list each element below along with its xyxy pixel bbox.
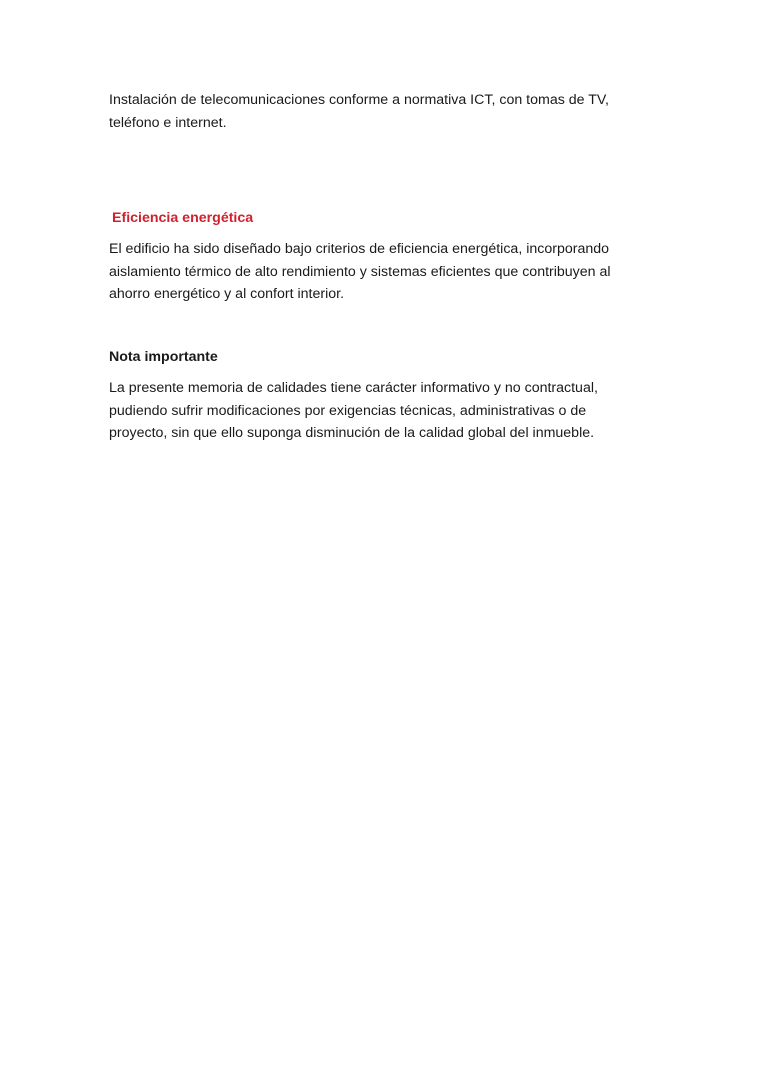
paragraph-line: Instalación de telecomunicaciones conforme a normativa ICT, con tomas de TV,: [109, 92, 609, 108]
paragraph-line: La presente memoria de calidades tiene carácter informativo y no contractual,: [109, 380, 598, 396]
paragraph-line: teléfono e internet.: [109, 114, 227, 131]
paragraph-line: ahorro energético y al confort interior.: [109, 286, 345, 302]
paragraph-line: aislamiento térmico de alto rendimiento y sistemas eficientes que contribuyen al: [109, 263, 611, 280]
telecom-paragraph: [109, 89, 649, 134]
energy-efficiency-heading: Eficiencia energética: [112, 210, 254, 226]
energy-efficiency-paragraph: [109, 238, 649, 306]
important-note-heading: Nota importante: [109, 349, 218, 365]
paragraph-line: proyecto, sin que ello suponga disminución de la calidad global del inmueble.: [109, 425, 595, 441]
paragraph-line: pudiendo sufrir modificaciones por exigencias técnicas, administrativas o de: [109, 402, 587, 419]
important-note-paragraph: [109, 377, 649, 445]
paragraph-line: El edificio ha sido diseñado bajo criterios de eficiencia energética, incorporando: [109, 241, 610, 257]
